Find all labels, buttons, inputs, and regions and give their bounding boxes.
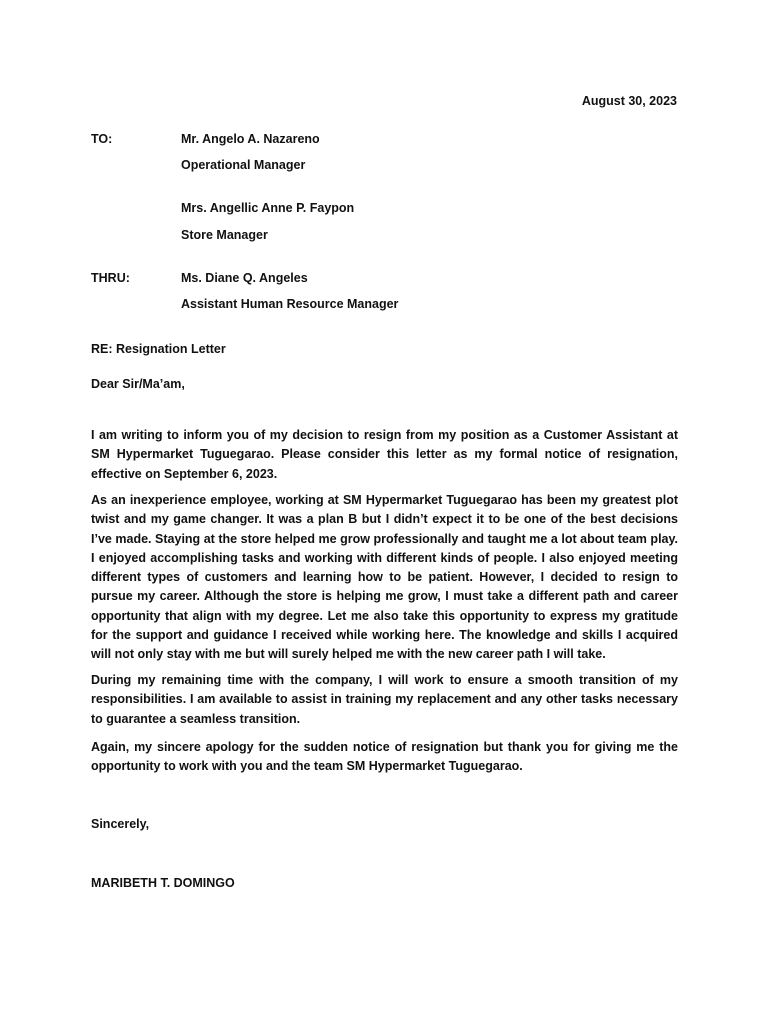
letter-date: August 30, 2023 bbox=[581, 94, 677, 108]
thru-name: Ms. Diane Q. Angeles bbox=[181, 271, 308, 285]
salutation: Dear Sir/Ma’am, bbox=[91, 377, 185, 391]
paragraph-3: During my remaining time with the company, I will work to ensure a smooth transition of my responsibilities. I am available to assist in training my replacement and any other tasks necessary to guarantee a seamless transition. bbox=[91, 673, 678, 726]
recipient-1-name: Mr. Angelo A. Nazareno bbox=[181, 132, 320, 146]
recipient-2-name: Mrs. Angellic Anne P. Faypon bbox=[181, 201, 355, 215]
signer-name: MARIBETH T. DOMINGO bbox=[91, 876, 235, 890]
subject-line: RE: Resignation Letter bbox=[91, 342, 226, 356]
recipient-2-title: Store Manager bbox=[181, 228, 268, 242]
thru-title: Assistant Human Resource Manager bbox=[181, 297, 399, 311]
thru-label: THRU: bbox=[91, 271, 130, 285]
paragraph-1: I am writing to inform you of my decision to resign from my position as a Customer Assistant at SM Hypermarket Tuguegarao. Please consider this letter as my formal notice of resignation, effective on September 6, 2023. bbox=[91, 428, 678, 481]
paragraph-2: As an inexperience employee, working at SM Hypermarket Tuguegarao has been my greatest plot twist and my game changer. It was a plan B but I didn’t expect it to be one of the best decisions I’ve made. Staying at the store helped me grow professionally and taught me a lot about team play. I enjoyed accomplishing tasks and working with different kinds of people. I also enjoyed meeting different types of customers and learning how to be patient. However, I decided to resign to pursue my career. Although the store is helping me grow, I must take a different path and career opportunity that align with my degree. Let me also take this opportunity to express my gratitude for the support and guidance I received while working here. The knowledge and skills I acquired will not only stay with me but will surely helped me with the new career path I will take. bbox=[91, 493, 678, 662]
closing-line: Sincerely, bbox=[91, 817, 150, 831]
recipient-1-title: Operational Manager bbox=[181, 158, 306, 172]
paragraph-4: Again, my sincere apology for the sudden notice of resignation but thank you for giving me the opportunity to work with you and the team SM Hypermarket Tuguegarao. bbox=[91, 740, 678, 774]
to-label: TO: bbox=[91, 132, 113, 146]
